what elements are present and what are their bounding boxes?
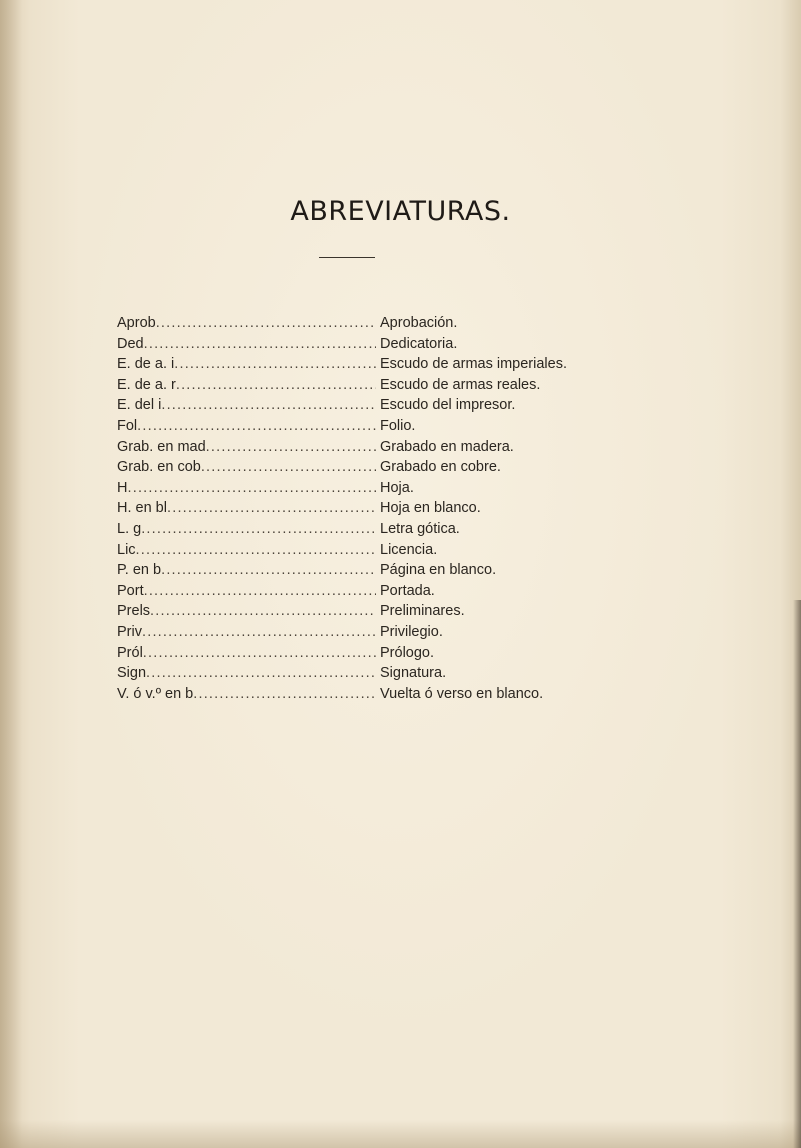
abbreviation-cell [117,478,376,499]
abbreviation-meaning: Signatura. [380,665,447,682]
abbreviation-meaning: Grabado en madera. [380,438,514,455]
abbreviation-entry [117,375,577,396]
abbreviation-meaning: Aprobación. [380,315,458,331]
abbreviation-meaning: Licencia. [380,541,438,558]
page-edge-shadow-left [0,0,22,1148]
abbreviation-term: Lic [117,541,136,558]
abbreviation-cell [117,581,376,602]
abbreviation-entry [117,601,577,622]
abbreviation-entry [117,643,577,664]
abbreviation-cell [117,313,376,334]
abbreviation-meaning: Página en blanco. [380,562,497,579]
abbreviation-cell [117,416,376,437]
abbreviation-cell [117,643,376,664]
dot-leader [144,334,376,355]
abbreviation-term: H. en bl [117,500,167,517]
dot-leader [156,313,376,334]
dot-leader [150,601,376,622]
abbreviation-meaning: Folio. [380,417,416,434]
abbreviation-term: Prels [117,603,151,620]
abbreviation-cell [117,457,376,478]
dot-leader [167,498,376,519]
page-edge-shadow-bottom [0,1120,801,1148]
abbreviation-entry [117,457,577,478]
abbreviation-meaning: Escudo del impresor. [380,397,516,414]
dot-leader [127,478,376,499]
dot-leader [141,519,376,540]
abbreviation-entry [117,416,577,437]
abbreviation-term: P. en b [117,562,162,579]
abbreviation-meaning: Prólogo. [380,644,435,661]
abbreviation-meaning: Grabado en cobre. [380,459,501,476]
abbreviation-meaning: Letra gótica. [380,520,460,537]
abbreviation-cell [117,622,376,643]
abbreviation-term: Port [117,582,144,599]
abbreviation-term: Fol [117,417,138,434]
abbreviation-cell [117,437,376,458]
abbreviation-term: E. de a. i [117,356,175,373]
abbreviation-term: Pról [117,644,143,661]
abbreviation-meaning: Portada. [380,582,435,599]
abbreviation-term: E. de a. r [117,376,176,393]
abbreviation-cell [117,354,376,375]
abbreviation-cell [117,395,376,416]
page-title: ABREVIATURAS. [290,196,511,227]
dot-leader [161,395,376,416]
abbreviation-meaning: Privilegio. [380,623,443,640]
abbreviation-term: L. g [117,520,142,537]
abbreviation-entry [117,540,577,561]
dot-leader [142,622,376,643]
abbreviation-cell [117,540,376,561]
abbreviation-entry [117,622,577,643]
abbreviation-entry [117,478,577,499]
dot-leader [201,457,376,478]
abbreviation-cell [117,663,376,684]
abbreviation-entry [117,581,577,602]
abbreviation-cell [117,334,376,355]
abbreviation-meaning: Hoja en blanco. [380,500,481,517]
abbreviation-term: Aprob [117,315,156,331]
page-edge-shadow-right [793,600,801,1148]
abbreviation-meaning: Hoja. [380,479,414,496]
dot-leader [176,375,376,396]
abbreviation-entry [117,560,577,581]
abbreviation-list [117,313,577,704]
abbreviation-term: H [117,479,128,496]
dot-leader [174,354,376,375]
dot-leader [143,643,376,664]
dot-leader [144,581,376,602]
abbreviation-term: Ded [117,335,144,352]
dot-leader [193,684,376,705]
abbreviation-term: E. del i [117,397,162,414]
abbreviation-meaning: Escudo de armas reales. [380,376,541,393]
abbreviation-meaning: Dedicatoria. [380,335,458,352]
abbreviation-term: Priv [117,623,142,640]
dot-leader [137,416,376,437]
title-rule [319,257,375,258]
abbreviation-term: Sign [117,665,147,682]
dot-leader [206,437,376,458]
abbreviation-term: V. ó v.º en b [117,685,194,702]
abbreviation-cell [117,601,376,622]
dot-leader [161,560,376,581]
dot-leader [146,663,376,684]
abbreviation-cell [117,560,376,581]
abbreviation-entry [117,498,577,519]
abbreviation-entry [117,663,577,684]
dot-leader [136,540,376,561]
abbreviation-entry [117,519,577,540]
abbreviation-meaning: Escudo de armas imperiales. [380,356,567,373]
abbreviation-entry [117,334,577,355]
abbreviation-cell [117,684,376,705]
abbreviation-cell [117,519,376,540]
abbreviation-entry [117,313,577,334]
abbreviation-entry [117,395,577,416]
abbreviation-meaning: Preliminares. [380,603,465,620]
abbreviation-entry [117,684,577,705]
abbreviation-term: Grab. en cob [117,459,201,476]
abbreviation-meaning: Vuelta ó verso en blanco. [380,685,544,702]
abbreviation-entry [117,354,577,375]
abbreviation-cell [117,498,376,519]
abbreviation-cell [117,375,376,396]
abbreviation-entry [117,437,577,458]
abbreviation-term: Grab. en mad [117,438,206,455]
